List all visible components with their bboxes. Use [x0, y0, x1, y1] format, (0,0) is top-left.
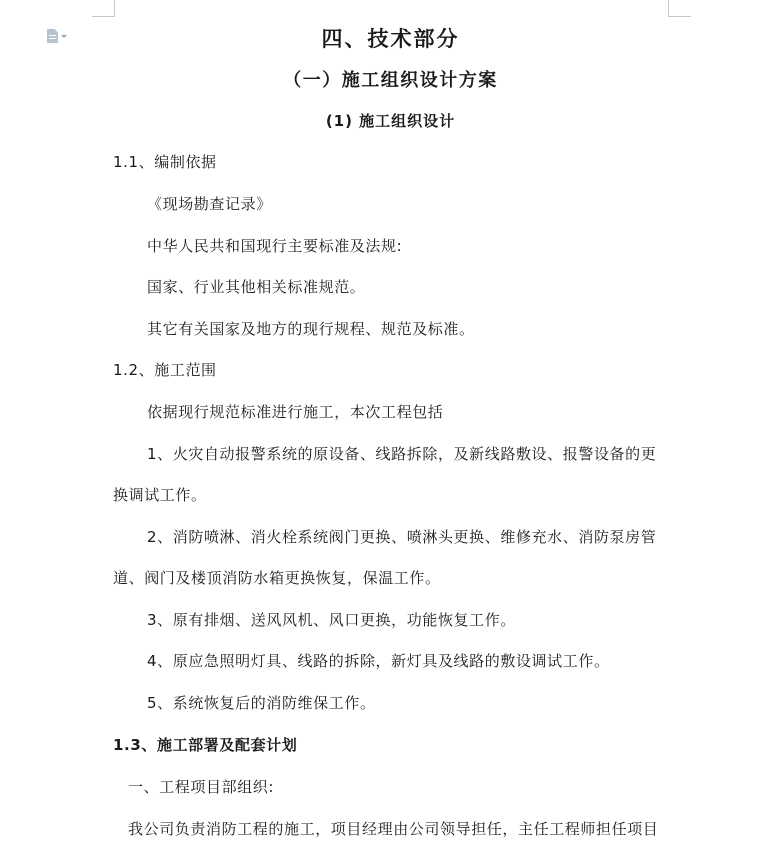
paragraph: 其它有关国家及地方的现行规程、规范及标准。: [147, 320, 475, 338]
document-title: 四、技术部分: [321, 26, 460, 51]
paragraph: 3、原有排烟、送风风机、风口更换，功能恢复工作。: [147, 611, 516, 629]
paragraph: 道、阀门及楼顶消防水箱更换恢复，保温工作。: [113, 569, 441, 587]
paragraph: 4、原应急照明灯具、线路的拆除，新灯具及线路的敷设调试工作。: [147, 652, 610, 670]
paragraph: 《现场勘查记录》: [147, 195, 272, 213]
section-heading: (1) 施工组织设计: [325, 112, 456, 130]
subsection-heading-1-1: 1.1、编制依据: [113, 153, 217, 171]
paragraph: 5、系统恢复后的消防维保工作。: [147, 694, 376, 712]
page-margin-corner-top-right: [668, 0, 691, 17]
document-subtitle: （一）施工组织设计方案: [283, 70, 498, 91]
subsection-heading-1-2: 1.2、施工范围: [113, 361, 217, 379]
paragraph: 国家、行业其他相关标准规范。: [147, 278, 366, 296]
paragraph: 我公司负责消防工程的施工，项目经理由公司领导担任，主任工程师担任项目: [128, 820, 659, 838]
subsection-heading-1-3: 1.3、施工部署及配套计划: [113, 736, 298, 754]
paragraph: 1、火灾自动报警系统的原设备、线路拆除，及新线路敷设、报警设备的更: [147, 445, 657, 463]
paragraph: 2、消防喷淋、消火栓系统阀门更换、喷淋头更换、维修充水、消防泵房管: [147, 528, 657, 546]
paragraph: 依据现行规范标准进行施工，本次工程包括: [147, 403, 444, 421]
paragraph: 换调试工作。: [113, 486, 207, 504]
paragraph: 中华人民共和国现行主要标准及法规:: [147, 237, 403, 255]
paragraph: 一、工程项目部组织:: [128, 778, 275, 796]
page-margin-corner-top-left: [92, 0, 115, 17]
